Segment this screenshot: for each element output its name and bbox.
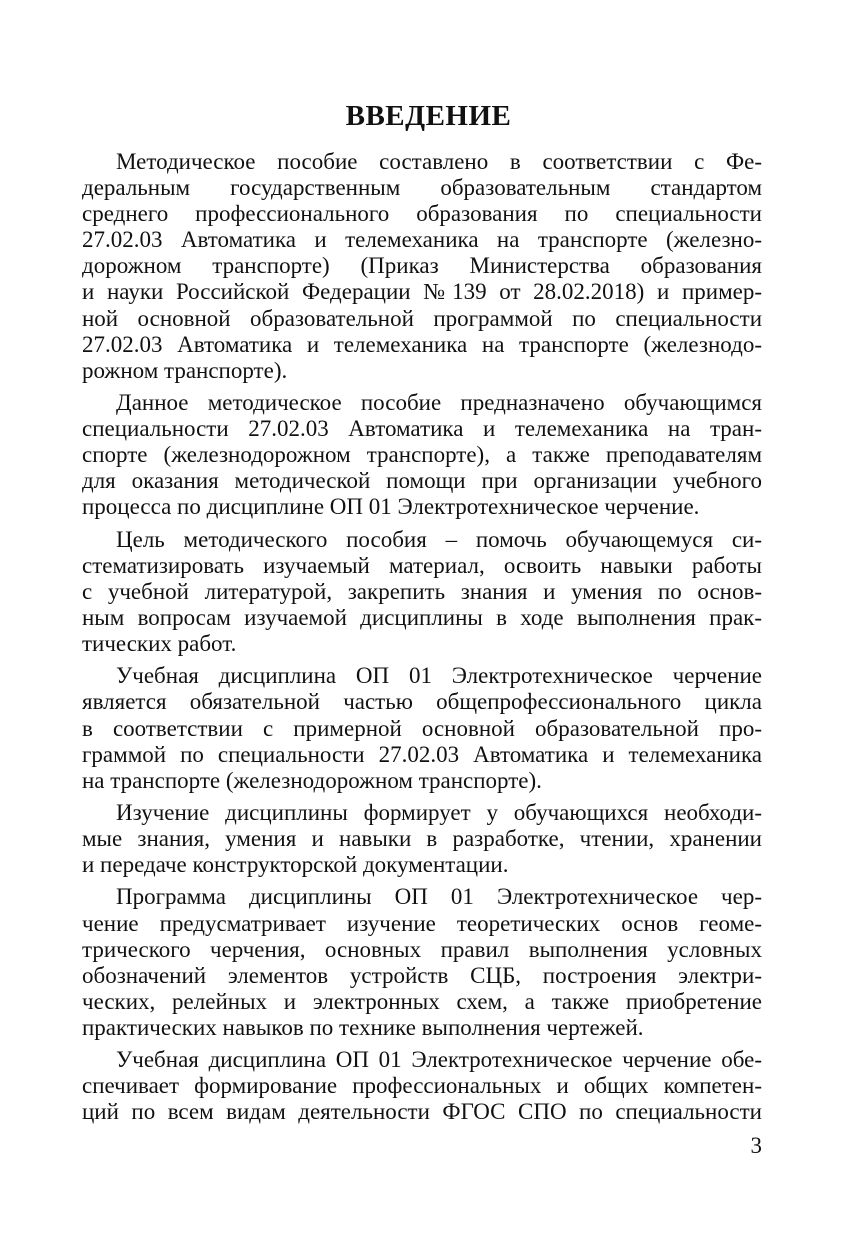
text-line: 27.02.03 Автоматика и телемеханика на транспорте (железнодо- xyxy=(82,331,762,357)
page-number: 3 xyxy=(750,1133,762,1158)
text-line: рожном транспорте). xyxy=(82,357,288,383)
text-line: чение предусматривает изучение теоретических основ геоме- xyxy=(82,910,762,936)
text-line: граммой по специальности 27.02.03 Автоматика и телемеханика xyxy=(82,741,762,767)
text-line: спорте (железнодорожном транспорте), а также преподавателям xyxy=(82,442,762,468)
text-line: деральным государственным образовательным стандартом xyxy=(82,175,762,201)
text-line: ной основной образовательной программой по специальности xyxy=(82,305,762,331)
text-line: в соответствии с примерной основной образовательной про- xyxy=(82,715,762,741)
text-line: 27.02.03 Автоматика и телемеханика на транспорте (железно- xyxy=(82,227,762,253)
text-line: ческих, релейных и электронных схем, а также приобретение xyxy=(82,988,762,1014)
text-line: Методическое пособие составлено в соответствии с Фе- xyxy=(116,149,762,174)
text-line: стематизировать изучаемый материал, освоить навыки работы xyxy=(82,552,762,578)
text-line: ций по всем видам деятельности ФГОС СПО по специальности xyxy=(82,1099,762,1125)
text-line: дорожном транспорте) (Приказ Министерства образования xyxy=(82,253,762,279)
paragraph xyxy=(82,800,762,878)
text-line: Данное методическое пособие предназначено обучающимся xyxy=(116,390,762,416)
text-line: и науки Российской Федерации №139 от 28.02.2018) и пример- xyxy=(82,279,762,305)
text-line: для оказания методической помощи при организации учебного xyxy=(82,468,762,494)
text-line: Изучение дисциплины формирует у обучающихся необходи- xyxy=(116,800,762,825)
text-line: обозначений элементов устройств СЦБ, построения электри- xyxy=(82,962,762,988)
text-line: Цель методического пособия – помочь обучающемуся си- xyxy=(116,526,762,552)
text-line: Программа дисциплины ОП 01 Электротехническое чер- xyxy=(116,884,762,910)
paragraph xyxy=(82,1047,762,1125)
text-line: процесса по дисциплине ОП 01 Электротехническое черчение. xyxy=(82,494,700,520)
paragraph xyxy=(82,884,762,1041)
text-line: Учебная дисциплина ОП 01 Электротехническое черчение xyxy=(116,663,762,689)
text-line: специальности 27.02.03 Автоматика и телемеханика на тран- xyxy=(82,416,762,442)
paragraph xyxy=(82,149,762,384)
paragraph xyxy=(82,390,762,520)
paragraph xyxy=(82,663,762,793)
text-line: с учебной литературой, закрепить знания и умения по основ- xyxy=(82,578,762,604)
paragraph xyxy=(82,527,762,657)
text-line: среднего профессионального образования по специальности xyxy=(82,201,762,227)
text-line: ным вопросам изучаемой дисциплины в ходе выполнения прак- xyxy=(82,604,762,630)
body-text xyxy=(82,149,762,1132)
text-line: на транспорте (железнодорожном транспорте). xyxy=(82,767,542,793)
text-line: является обязательной частью общепрофессионального цикла xyxy=(82,689,762,715)
text-line: спечивает формирование профессиональных и общих компетен- xyxy=(82,1073,762,1099)
text-line: практических навыков по технике выполнения чертежей. xyxy=(82,1014,644,1040)
text-line: тических работ. xyxy=(82,631,237,657)
text-line: мые знания, умения и навыки в разработке, чтении, хранении xyxy=(82,826,762,852)
text-line: трического черчения, основных правил выполнения условных xyxy=(82,936,762,962)
text-line: Учебная дисциплина ОП 01 Электротехническое черчение обе- xyxy=(116,1047,762,1073)
section-heading: ВВЕДЕНИЕ xyxy=(345,100,512,132)
text-line: и передаче конструкторской документации. xyxy=(82,852,509,878)
